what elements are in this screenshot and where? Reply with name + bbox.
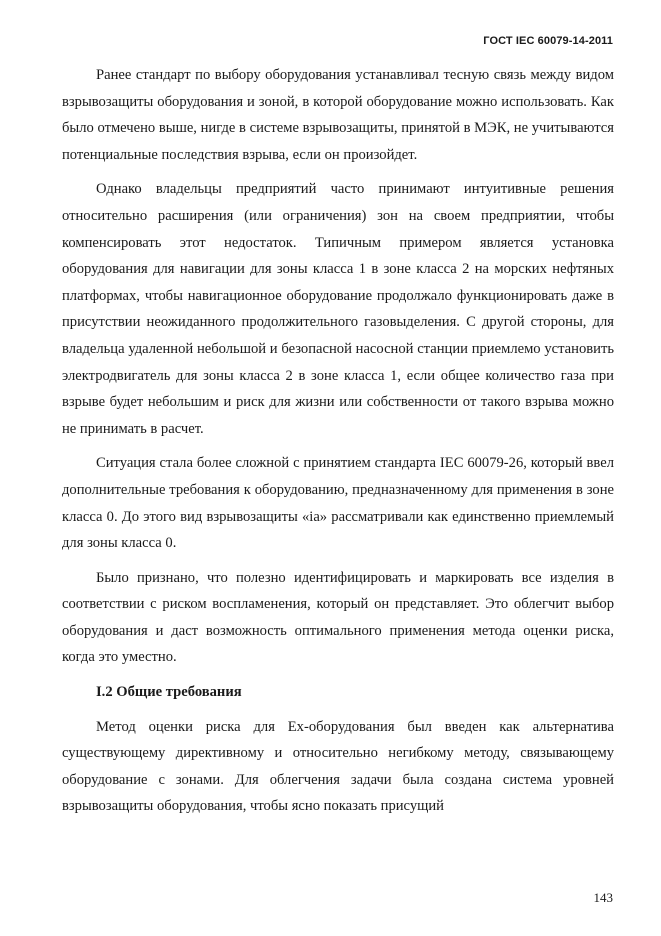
section-paragraph-1: Метод оценки риска для Ex-оборудования был введен как альтернатива существующему директивному и относительно негибкому методу, связывающему оборудование с зонами. Для облегчения задачи была создана система уровней взрывозащиты оборудования, чтобы ясно показать присущий bbox=[62, 718, 614, 815]
section-heading: I.2 Общие требования bbox=[96, 684, 242, 701]
paragraph-3: Ситуация стала более сложной с принятием стандарта IEC 60079-26, который ввел дополнительные требования к оборудованию, предназначенному для применения в зоне класса 0. До этого вид взрывозащиты «ia» рассматривали как единственно приемлемый для зоны класса 0. bbox=[62, 455, 614, 552]
document-header-code: ГОСТ IEC 60079-14-2011 bbox=[483, 35, 613, 47]
page-number: 143 bbox=[593, 890, 613, 905]
document-body bbox=[62, 62, 614, 828]
paragraph-1: Ранее стандарт по выбору оборудования устанавливал тесную связь между видом взрывозащиты оборудования и зоной, в которой оборудование можно использовать. Как было отмечено выше, нигде в системе взрывозащиты, принятой в МЭК, не учитываются потенциальные последствия взрыва, если он произойдет. bbox=[62, 67, 614, 163]
paragraph-4: Было признано, что полезно идентифицировать и маркировать все изделия в соответствии с риском воспламенения, который он представляет. Это облегчит выбор оборудования и даст возможность оптимального применения метода оценки риска, когда это уместно. bbox=[62, 569, 614, 666]
paragraph-2: Однако владельцы предприятий часто принимают интуитивные решения относительно расширения (или ограничения) зон на своем предприятии, чтобы компенсировать этот недостаток. Типичным примером является установка оборудования для навигации для зоны класса 1 в зоне класса 2 на морских нефтяных платформах, чтобы навигационное оборудование продолжало функционировать даже в присутствии неожиданного продолжительного газовыделения. С другой стороны, для владельца удаленной небольшой и безопасной насосной станции приемлемо установить электродвигатель для зоны класса 2 в зоне класса 1, если общее количество газа при взрыве будет небольшим и риск для жизни или собственности от такого взрыва можно не принимать в расчет. bbox=[62, 181, 614, 437]
